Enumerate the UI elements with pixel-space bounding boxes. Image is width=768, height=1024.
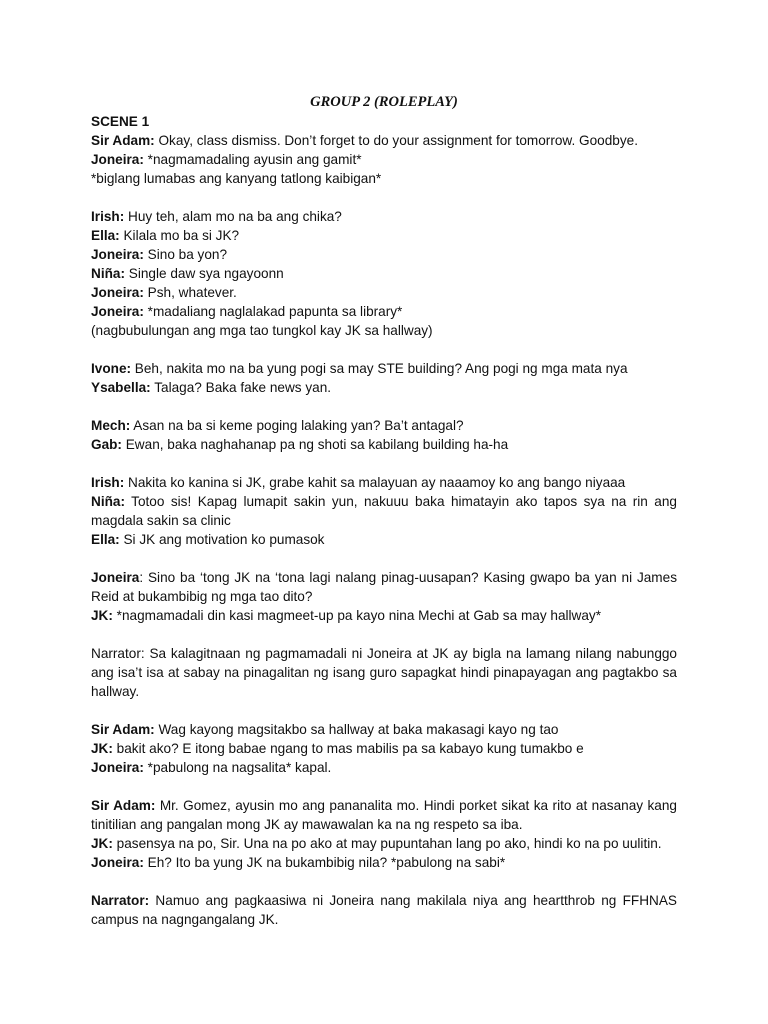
speaker-name: Ella: (91, 532, 120, 547)
document-title: GROUP 2 (ROLEPLAY) (310, 94, 458, 110)
dialogue-text: Huy teh, alam mo na ba ang chika? (124, 209, 342, 224)
dialogue-text: Beh, nakita mo na ba yung pogi sa may STE building? Ang pogi ng mga mata nya (131, 361, 628, 376)
dialogue-line (91, 207, 677, 226)
dialogue-text: Okay, class dismiss. Don’t forget to do your assignment for tomorrow. Goodbye. (154, 133, 638, 148)
dialogue-text: pasensya na po, Sir. Una na po ako at may pupuntahan lang po ako, hindi ko na po uulitin. (112, 836, 662, 851)
dialogue-text: Ewan, baka naghahanap pa ng shoti sa kabilang building ha-ha (121, 437, 509, 452)
spacer (91, 397, 677, 416)
dialogue-line (91, 435, 677, 454)
dialogue-text: *madaliang naglalakad papunta sa library* (143, 304, 403, 319)
speaker-name: Joneira: (91, 152, 144, 167)
dialogue-paragraph (91, 492, 677, 530)
speaker-name: Mech: (91, 418, 131, 433)
spacer (91, 549, 677, 568)
dialogue-text: Wag kayong magsitakbo sa hallway at baka makasagi kayo ng tao (154, 722, 559, 737)
dialogue-text: Totoo sis! Kapag lumapit sakin yun, nakuuu baka himatayin ako tapos sya na rin ang magdala sakin sa clinic (91, 494, 677, 528)
dialogue-text: Talaga? Baka fake news yan. (150, 380, 332, 395)
speaker-name: Joneira: (91, 304, 144, 319)
spacer (91, 872, 677, 891)
speaker-name: Irish: (91, 475, 125, 490)
speaker-name: Niña: (91, 266, 125, 281)
dialogue-line (91, 853, 677, 872)
dialogue-text: Single daw sya ngayoonn (124, 266, 284, 281)
speaker-name: Joneira: (91, 855, 144, 870)
speaker-name: Joneira: (91, 247, 144, 262)
script-body (91, 112, 677, 929)
speaker-name: Joneira (91, 570, 140, 585)
speaker-name: Ella: (91, 228, 120, 243)
dialogue-text: Eh? Ito ba yung JK na bukambibig nila? *pabulong na sabi* (143, 855, 506, 870)
dialogue-line (91, 416, 677, 435)
dialogue-line (91, 758, 677, 777)
dialogue-text: Kilala mo ba si JK? (119, 228, 240, 243)
dialogue-line (91, 834, 677, 853)
spacer (91, 701, 677, 720)
speaker-name: Sir Adam: (91, 722, 155, 737)
speaker-name: Narrator: (91, 893, 150, 908)
speaker-name: Sir Adam: (91, 133, 155, 148)
dialogue-text: Mr. Gomez, ayusin mo ang pananalita mo. Hindi porket sikat ka rito at nasanay kang tinitilian ang pangalan mong JK ay mawawalan ka na ng respeto sa iba. (91, 798, 677, 832)
dialogue-line (91, 359, 677, 378)
speaker-name: Gab: (91, 437, 122, 452)
speaker-name: Joneira: (91, 760, 144, 775)
dialogue-line (91, 283, 677, 302)
spacer (91, 340, 677, 359)
dialogue-line (91, 530, 677, 549)
speaker-name: Niña: (91, 494, 125, 509)
spacer (91, 777, 677, 796)
stage-direction: (nagbubulungan ang mga tao tungkol kay JK sa hallway) (91, 323, 433, 338)
speaker-name: Sir Adam: (91, 798, 156, 813)
dialogue-text: : Sino ba ‘tong JK na ‘tona lagi nalang pinag-uusapan? Kasing gwapo ba yan ni James Reid at bukambibig ng mga tao dito? (91, 570, 677, 604)
dialogue-paragraph (91, 568, 677, 606)
dialogue-paragraph (91, 796, 677, 834)
dialogue-line (91, 378, 677, 397)
narration-paragraph: Narrator: Sa kalagitnaan ng pagmamadali ni Joneira at JK ay bigla na lamang nilang nabunggo ang isa’t isa at sabay na pinagalitan ng isang guro sapagkat hindi pinapayagan ang pagtakbo sa hallway. (91, 646, 677, 699)
spacer (91, 625, 677, 644)
dialogue-text: *nagmamadaling ayusin ang gamit* (143, 152, 362, 167)
dialogue-paragraph (91, 891, 677, 929)
dialogue-line (91, 245, 677, 264)
dialogue-text: bakit ako? E itong babae ngang to mas mabilis pa sa kabayo kung tumakbo e (112, 741, 584, 756)
dialogue-text: Namuo ang pagkaasiwa ni Joneira nang makilala niya ang heartthrob ng FFHNAS campus na nagngangalang JK. (91, 893, 677, 927)
stage-direction: *biglang lumabas ang kanyang tatlong kaibigan* (91, 171, 382, 186)
dialogue-text: Sino ba yon? (143, 247, 228, 262)
dialogue-line (91, 720, 677, 739)
dialogue-text: Si JK ang motivation ko pumasok (119, 532, 325, 547)
dialogue-line (91, 264, 677, 283)
dialogue-text: *pabulong na nagsalita* kapal. (143, 760, 332, 775)
speaker-name: Irish: (91, 209, 125, 224)
dialogue-line (91, 150, 677, 169)
dialogue-text: Psh, whatever. (143, 285, 237, 300)
dialogue-line (91, 226, 677, 245)
spacer (91, 188, 677, 207)
dialogue-text: Asan na ba si keme poging lalaking yan? Ba’t antagal? (130, 418, 464, 433)
dialogue-line (91, 739, 677, 758)
speaker-name: JK: (91, 741, 113, 756)
spacer (91, 454, 677, 473)
dialogue-line (91, 131, 677, 150)
dialogue-line (91, 606, 677, 625)
speaker-name: Ivone: (91, 361, 132, 376)
dialogue-text: *nagmamadali din kasi magmeet-up pa kayo nina Mechi at Gab sa may hallway* (112, 608, 602, 623)
dialogue-line (91, 302, 677, 321)
dialogue-line (91, 473, 677, 492)
speaker-name: Ysabella: (91, 380, 151, 395)
speaker-name: JK: (91, 836, 113, 851)
dialogue-text: Nakita ko kanina si JK, grabe kahit sa malayuan ay naaamoy ko ang bango niyaaa (124, 475, 626, 490)
speaker-name: JK: (91, 608, 113, 623)
speaker-name: Joneira: (91, 285, 144, 300)
scene-heading: SCENE 1 (91, 114, 150, 129)
